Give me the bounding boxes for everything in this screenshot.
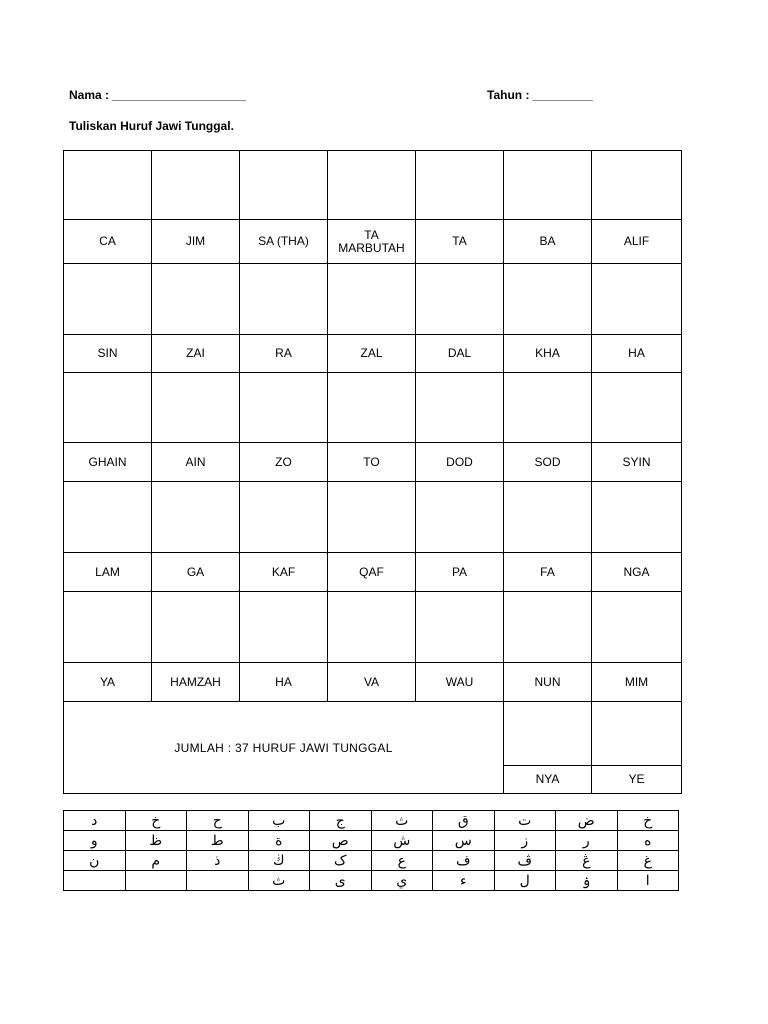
year-field-label: Tahun : _________ <box>487 88 593 102</box>
letter-label: YE <box>592 766 682 794</box>
jawi-letter <box>125 871 187 891</box>
letter-label-ta-marbutah <box>328 220 416 264</box>
letter-label: NUN <box>504 663 592 702</box>
worksheet-grid <box>63 150 682 794</box>
answer-box-syin[interactable] <box>592 373 682 443</box>
answer-box-nga[interactable] <box>592 482 682 553</box>
letter-label: AIN <box>152 443 240 482</box>
answer-box-ye[interactable] <box>592 702 682 766</box>
jawi-letter: ة <box>248 831 310 851</box>
jawi-letter: ط <box>187 831 249 851</box>
letter-label: ZO <box>240 443 328 482</box>
letter-label-line: MARBUTAH <box>338 240 405 255</box>
jawi-letter: ک <box>310 851 372 871</box>
letter-label: DOD <box>416 443 504 482</box>
jawi-letter: ن <box>64 851 126 871</box>
jawi-letter: ڬ <box>248 851 310 871</box>
jawi-letter <box>187 871 249 891</box>
letter-label: FA <box>504 553 592 592</box>
answer-box-ca[interactable] <box>64 151 152 220</box>
answer-box-kha[interactable] <box>504 264 592 335</box>
answer-box-qaf[interactable] <box>328 482 416 553</box>
letter-label: LAM <box>64 553 152 592</box>
jawi-letter: غ <box>617 851 679 871</box>
jawi-letter: ڤ <box>494 851 556 871</box>
jawi-letter: خ <box>617 811 679 831</box>
jawi-letter: خ <box>125 811 187 831</box>
letter-label: RA <box>240 335 328 373</box>
letter-label: KAF <box>240 553 328 592</box>
letter-label: ZAI <box>152 335 240 373</box>
answer-box-ghain[interactable] <box>64 373 152 443</box>
total-letters-text: JUMLAH : 37 HURUF JAWI TUNGGAL <box>64 702 504 794</box>
answer-box-hamzah[interactable] <box>152 592 240 663</box>
letter-label: KHA <box>504 335 592 373</box>
answer-box-dal[interactable] <box>416 264 504 335</box>
jawi-letter: ل <box>494 871 556 891</box>
answer-box-ga[interactable] <box>152 482 240 553</box>
jawi-letter: ز <box>494 831 556 851</box>
jawi-letter: ظ <box>125 831 187 851</box>
jawi-letter: ى <box>310 871 372 891</box>
answer-box-to[interactable] <box>328 373 416 443</box>
answer-box-lam[interactable] <box>64 482 152 553</box>
letter-label: GA <box>152 553 240 592</box>
jawi-letter: ض <box>556 811 618 831</box>
letter-label: ZAL <box>328 335 416 373</box>
answer-box-va[interactable] <box>328 592 416 663</box>
jawi-letter: ۏ <box>556 871 618 891</box>
jawi-letter: ق <box>433 811 495 831</box>
answer-box-alif[interactable] <box>592 151 682 220</box>
instruction-text: Tuliskan Huruf Jawi Tunggal. <box>69 119 234 133</box>
answer-box-zo[interactable] <box>240 373 328 443</box>
jawi-letter: ب <box>248 811 310 831</box>
answer-box-pa[interactable] <box>416 482 504 553</box>
answer-box-sod[interactable] <box>504 373 592 443</box>
jawi-letter <box>64 871 126 891</box>
jawi-letter: س <box>433 831 495 851</box>
answer-box-zal[interactable] <box>328 264 416 335</box>
jawi-letter: ش <box>371 831 433 851</box>
letter-label: HAMZAH <box>152 663 240 702</box>
jawi-letter: ر <box>556 831 618 851</box>
jawi-letter: ث <box>371 811 433 831</box>
answer-box-dod[interactable] <box>416 373 504 443</box>
answer-box-mim[interactable] <box>592 592 682 663</box>
jawi-letter: ڠ <box>556 851 618 871</box>
letter-label: MIM <box>592 663 682 702</box>
jawi-letter: ع <box>371 851 433 871</box>
answer-box-ya[interactable] <box>64 592 152 663</box>
letter-label: TO <box>328 443 416 482</box>
jawi-letter: ت <box>494 811 556 831</box>
answer-box-ra[interactable] <box>240 264 328 335</box>
jawi-letter: ص <box>310 831 372 851</box>
answer-box-sin[interactable] <box>64 264 152 335</box>
jawi-letter: ذ <box>187 851 249 871</box>
answer-box-jim[interactable] <box>152 151 240 220</box>
jawi-letter: ي <box>371 871 433 891</box>
letter-label: PA <box>416 553 504 592</box>
name-field-label: Nama : ____________________ <box>69 88 246 102</box>
jawi-letter: د <box>64 811 126 831</box>
jawi-letter: م <box>125 851 187 871</box>
letter-label: SA (THA) <box>240 220 328 264</box>
letter-label: SOD <box>504 443 592 482</box>
letter-label: NGA <box>592 553 682 592</box>
answer-box-zai[interactable] <box>152 264 240 335</box>
letter-label: WAU <box>416 663 504 702</box>
letter-label: VA <box>328 663 416 702</box>
jawi-letter: ا <box>617 871 679 891</box>
jawi-letter-bank <box>63 810 679 891</box>
letter-label-line: TA <box>364 227 379 242</box>
letter-label: YA <box>64 663 152 702</box>
answer-box-kaf[interactable] <box>240 482 328 553</box>
answer-box-ta[interactable] <box>416 151 504 220</box>
jawi-letter: ه <box>617 831 679 851</box>
letter-label: QAF <box>328 553 416 592</box>
letter-label: GHAIN <box>64 443 152 482</box>
answer-box-ha[interactable] <box>592 264 682 335</box>
answer-box-wau[interactable] <box>416 592 504 663</box>
answer-box-fa[interactable] <box>504 482 592 553</box>
letter-label: JIM <box>152 220 240 264</box>
jawi-letter: ح <box>187 811 249 831</box>
jawi-letter: ج <box>310 811 372 831</box>
letter-label: CA <box>64 220 152 264</box>
jawi-letter: ف <box>433 851 495 871</box>
letter-label: ALIF <box>592 220 682 264</box>
letter-label: SIN <box>64 335 152 373</box>
letter-label: HA <box>592 335 682 373</box>
jawi-letter: ث <box>248 871 310 891</box>
letter-label: SYIN <box>592 443 682 482</box>
letter-label: DAL <box>416 335 504 373</box>
answer-box-ba[interactable] <box>504 151 592 220</box>
answer-box-nya[interactable] <box>504 702 592 766</box>
letter-label: HA <box>240 663 328 702</box>
answer-box-sa-tha[interactable] <box>240 151 328 220</box>
letter-label: TA <box>416 220 504 264</box>
answer-box-nun[interactable] <box>504 592 592 663</box>
answer-box-ta-marbutah[interactable] <box>328 151 416 220</box>
answer-box-ha-2[interactable] <box>240 592 328 663</box>
letter-label: BA <box>504 220 592 264</box>
answer-box-ain[interactable] <box>152 373 240 443</box>
letter-label: NYA <box>504 766 592 794</box>
jawi-letter: ء <box>433 871 495 891</box>
jawi-letter: و <box>64 831 126 851</box>
